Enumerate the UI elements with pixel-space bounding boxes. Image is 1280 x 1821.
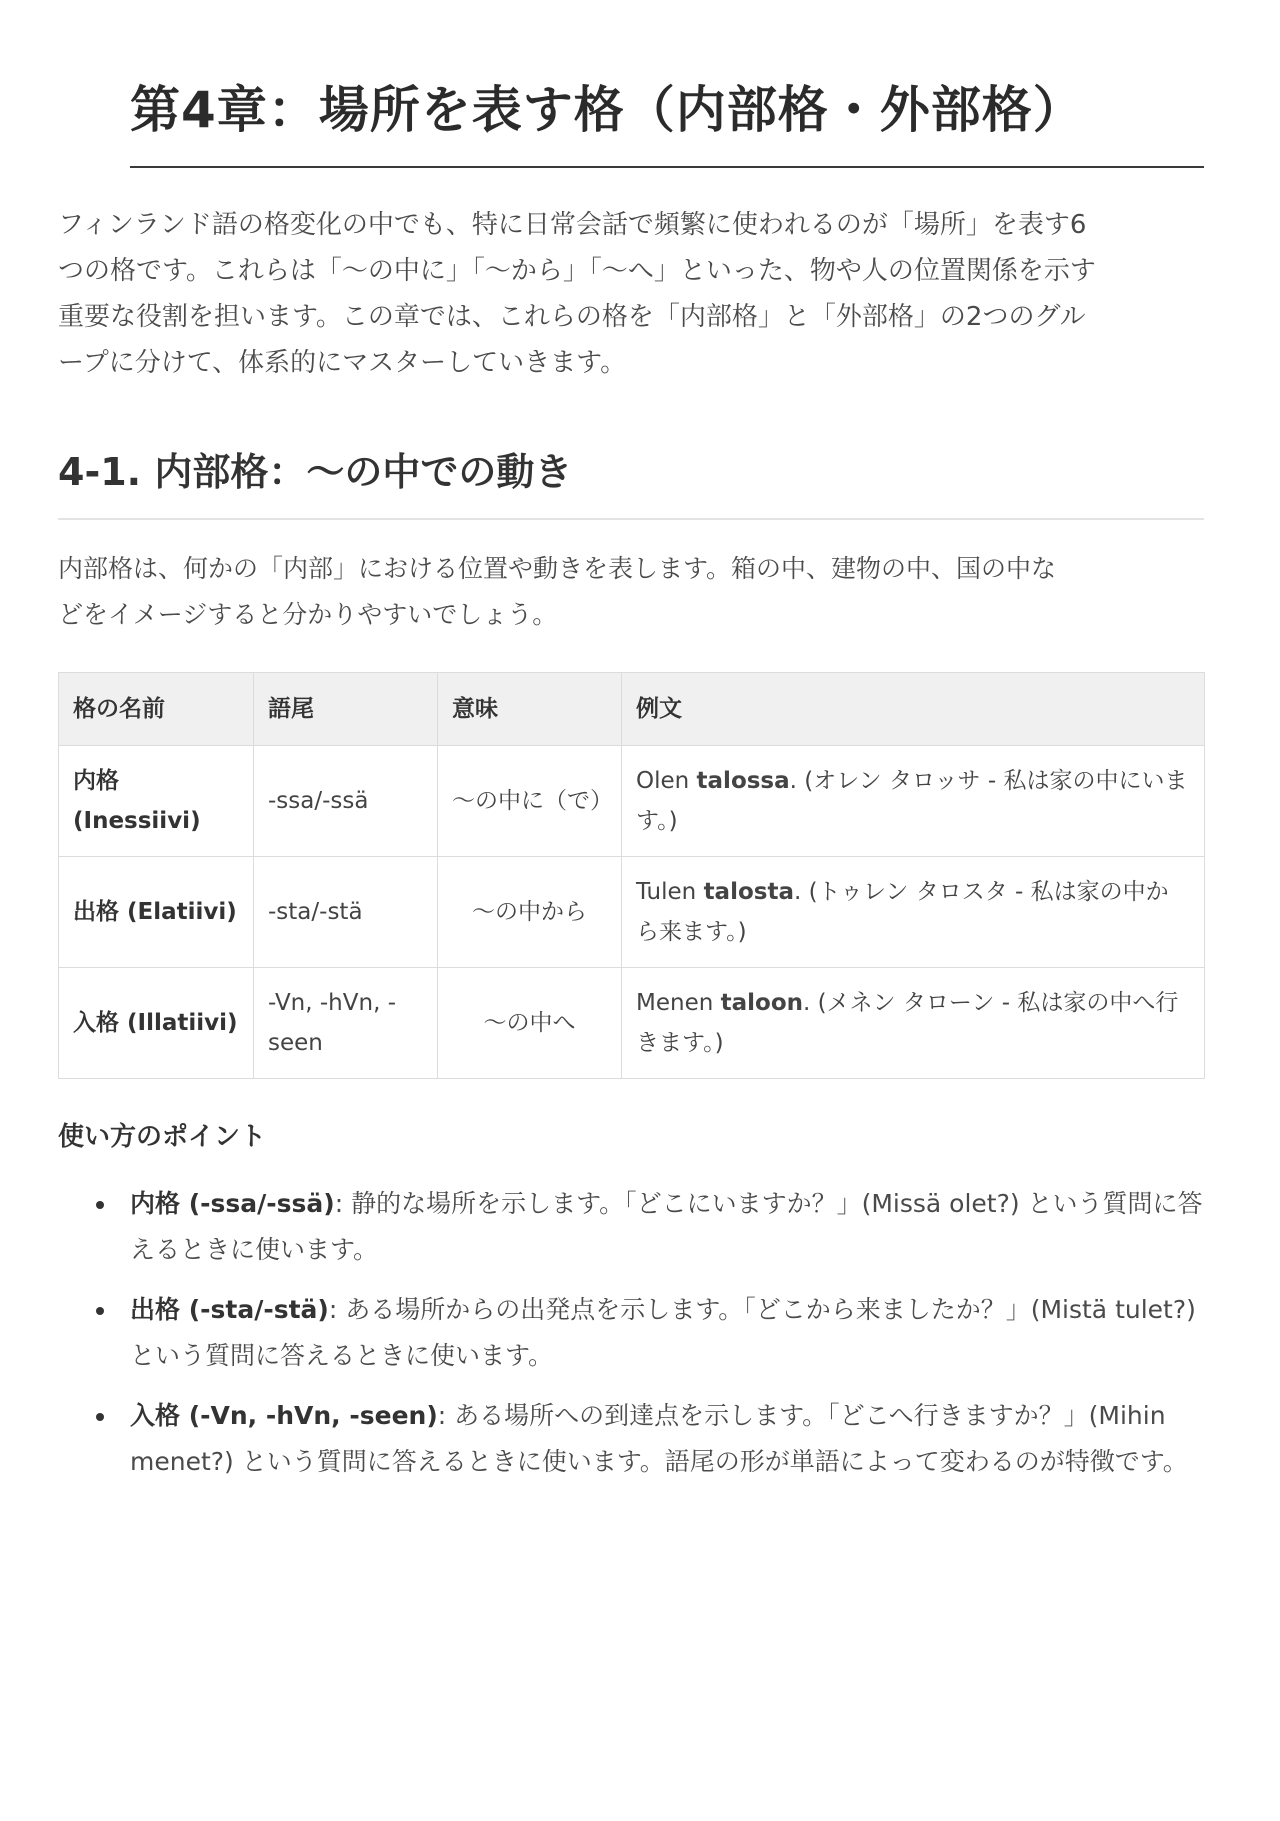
example-cell (622, 857, 1205, 968)
table-row (59, 968, 1205, 1079)
ending-cell: -ssa/-ssä (254, 746, 438, 857)
point-text: : 静的な場所を示します。「どこにいますか？」(Missä olet?) という質問に答えるときに使います。 (130, 1189, 1203, 1264)
table-header-row (59, 673, 1205, 746)
header-example: 例文 (622, 673, 1205, 746)
point-term: 入格 (-Vn, -hVn, -seen) (130, 1401, 438, 1430)
example-text: Olen (636, 768, 697, 794)
table-row (59, 857, 1205, 968)
meaning-cell: 〜の中に（で） (438, 746, 622, 857)
example-keyword: talossa (696, 768, 790, 794)
example-text: Menen (636, 990, 721, 1016)
bullet-icon (96, 1201, 104, 1209)
example-text: Tulen (636, 879, 704, 905)
example-cell (622, 746, 1205, 857)
chapter-intro (58, 202, 1204, 386)
case-name-cell: 出格 (Elatiivi) (59, 857, 254, 968)
list-item (130, 1287, 1204, 1379)
example-keyword: talosta (703, 879, 794, 905)
intro-line: フィンランド語の格変化の中でも、特に日常会話で頻繁に使われるのが「場所」を表す6 (58, 210, 1087, 240)
list-item (130, 1393, 1204, 1485)
section-intro-line: どをイメージすると分かりやすいでしょう。 (58, 600, 558, 629)
example-keyword: taloon (720, 990, 804, 1016)
case-table (58, 672, 1205, 1079)
example-cell (622, 968, 1205, 1079)
table-row (59, 746, 1205, 857)
case-name-cell: 内格 (Inessiivi) (59, 746, 254, 857)
section-divider (58, 518, 1204, 520)
example-text: . (メネン タローン - 私は家の中へ行きます。) (636, 990, 1179, 1056)
usage-points-heading: 使い方のポイント (58, 1122, 267, 1152)
point-text: : ある場所からの出発点を示します。「どこから来ましたか？」(Mistä tulet?) という質問に答えるときに使います。 (130, 1295, 1196, 1370)
list-item (130, 1181, 1204, 1273)
meaning-cell: 〜の中から (438, 857, 622, 968)
ending-cell: -Vn, -hVn, -seen (254, 968, 438, 1079)
section-intro (58, 546, 1204, 638)
intro-line: つの格です。これらは「〜の中に」「〜から」「〜へ」といった、物や人の位置関係を示す (58, 256, 1096, 286)
header-meaning: 意味 (438, 673, 622, 746)
point-term: 内格 (-ssa/-ssä) (130, 1189, 335, 1218)
case-name-cell: 入格 (Illatiivi) (59, 968, 254, 1079)
intro-line: 重要な役割を担います。この章では、これらの格を「内部格」と「外部格」の2つのグル (58, 302, 1086, 332)
header-case-name: 格の名前 (59, 673, 254, 746)
intro-line: ープに分けて、体系的にマスターしていきます。 (58, 348, 627, 378)
bullet-icon (96, 1307, 104, 1315)
example-text: . (オレン タロッサ - 私は家の中にいます。) (636, 768, 1188, 834)
example-text: . (トゥレン タロスタ - 私は家の中から来ます。) (636, 879, 1169, 945)
section-intro-line: 内部格は、何かの「内部」における位置や動きを表します。箱の中、建物の中、国の中な (58, 554, 1057, 583)
usage-points-list (58, 1181, 1204, 1485)
document-page (58, 70, 1204, 1499)
point-term: 出格 (-sta/-stä) (130, 1295, 329, 1324)
meaning-cell: 〜の中へ (438, 968, 622, 1079)
chapter-title: 第4章：場所を表す格（内部格・外部格） (130, 81, 1084, 139)
title-divider (130, 166, 1204, 168)
section-heading: 4-1. 内部格：〜の中での動き (58, 450, 573, 494)
header-ending: 語尾 (254, 673, 438, 746)
point-text: : ある場所への到達点を示します。「どこへ行きますか？」(Mihin menet?) という質問に答えるときに使います。語尾の形が単語によって変わるのが特徴です。 (130, 1401, 1188, 1476)
ending-cell: -sta/-stä (254, 857, 438, 968)
bullet-icon (96, 1413, 104, 1421)
